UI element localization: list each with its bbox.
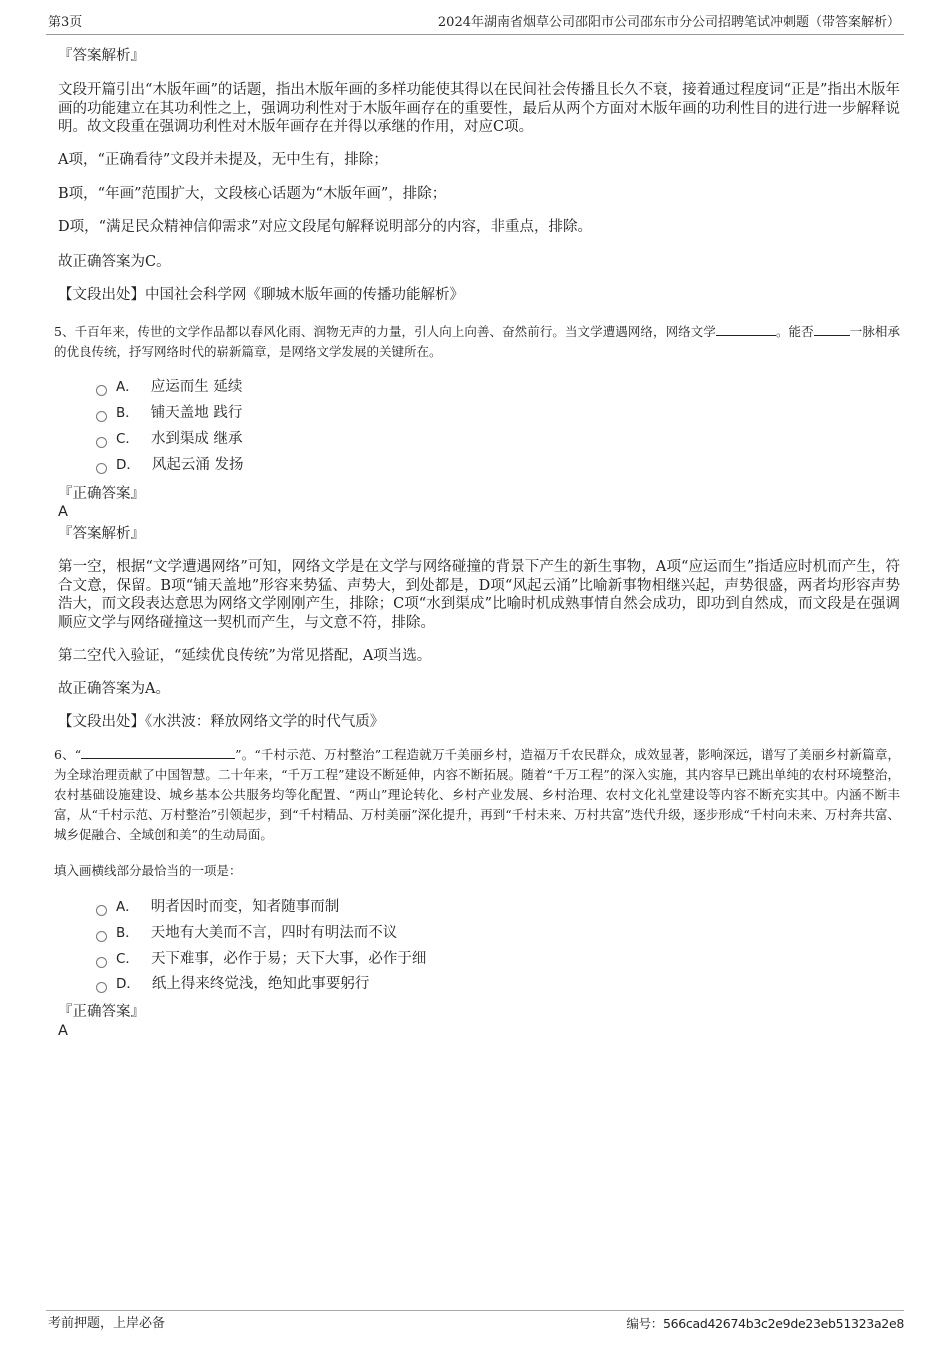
- option-text: 水到渠成 继承: [150, 431, 243, 447]
- q4-analysis-paragraph: 文段开篇引出“木版年画”的话题，指出木版年画的多样功能使其得以在民间社会传播且长久不衰，接着通过程度词“正是”指出木版年画的功能建立在其功利性之上，强调功利性对于木版年画存在的重要性，最后从两个方面对木版年画的功利性目的进行进一步解释说明。故文段重在强调功利性对木版年画存在并得以承继的作用，对应C项。: [58, 82, 900, 135]
- page-header: [46, 14, 904, 35]
- option-letter: B．: [116, 925, 139, 941]
- radio-button[interactable]: [96, 931, 107, 942]
- option-text: 铺天盖地 践行: [150, 405, 243, 421]
- question-6-option-a[interactable]: [96, 898, 339, 916]
- option-text: 天下难事，必作于易；天下大事，必作于细: [150, 951, 427, 967]
- q4-source: 【文段出处】中国社会科学网《聊城木版年画的传播功能解析》: [58, 287, 464, 303]
- question-6-text: ”。“千村示范、万村整治”工程造就万千美丽乡村，造福万千农民群众，成效显著，影响深远，谱写了美丽乡村新篇章，为全球治理贡献了中国智慧。二十年来，“千万工程”建设不断延伸，内容不断拓展。随着“千万工程”的深入实施，其内容早已跳出单纯的农村环境整治，农村基础设施建设、城乡基本公共服务均等化配置、“两山”理论转化、乡村产业发展、乡村治理、农村文化礼堂建设等内容不断充实其中。内涵不断丰富，从“千村示范、万村整治”引领起步，到“千村精品、万村美丽”深化提升，再到“千村未来、万村共富”迭代升级，逐步形成“千村向未来、万村奔共富、城乡促融合、全域创和美”的生动局面。: [54, 747, 900, 842]
- q4-analysis-title: 『答案解析』: [58, 48, 145, 64]
- document-title: 2024年湖南省烟草公司邵阳市公司邵东市分公司招聘笔试冲刺题（带答案解析）: [437, 15, 900, 30]
- question-5-correct-answer: A: [58, 504, 68, 520]
- radio-button[interactable]: [96, 982, 107, 993]
- radio-button[interactable]: [96, 437, 107, 448]
- q4-conclusion: 故正确答案为C。: [58, 254, 171, 270]
- question-6-prompt: 填入画横线部分最恰当的一项是：: [54, 863, 242, 878]
- question-5-stem: [54, 322, 900, 362]
- radio-button[interactable]: [96, 463, 107, 474]
- question-6-correct-answer: A: [58, 1023, 68, 1039]
- question-5-correct-title: 『正确答案』: [58, 486, 145, 502]
- question-5-blank-1: [716, 323, 776, 336]
- option-text: 应运而生 延续: [150, 379, 243, 395]
- question-6-blank: [81, 746, 235, 759]
- page-footer: [46, 1310, 904, 1333]
- question-6-option-b[interactable]: [96, 924, 397, 942]
- option-letter: A．: [116, 379, 139, 395]
- question-6-prefix: 6、“: [54, 747, 82, 762]
- radio-button[interactable]: [96, 385, 107, 396]
- radio-button[interactable]: [96, 957, 107, 968]
- question-5-option-c[interactable]: [96, 430, 243, 448]
- radio-button[interactable]: [96, 905, 107, 916]
- question-6-correct-title: 『正确答案』: [58, 1004, 145, 1020]
- question-5-text-part3: 一脉相承的优良传统，抒写网络时代的崭新篇章，是网络文学发展的关键所在。: [54, 324, 900, 359]
- question-5-source: 【文段出处】《水洪波：释放网络文学的时代气质》: [58, 714, 385, 730]
- question-5-blank-2: [814, 323, 850, 336]
- option-text: 纸上得来终觉浅，绝知此事要躬行: [151, 976, 370, 992]
- option-letter: C．: [116, 951, 139, 967]
- question-5-text-part1: 5、千百年来，传世的文学作品都以春风化雨、润物无声的力量，引人向上向善、奋然前行。当文学遭遇网络，网络文学: [54, 324, 716, 339]
- option-letter: A．: [116, 899, 139, 915]
- option-letter: C．: [116, 431, 139, 447]
- document-id: 编号：566cad42674b3c2e9de23eb51323a2e8: [626, 1316, 904, 1331]
- question-5-option-a[interactable]: [96, 378, 242, 396]
- option-text: 天地有大美而不言，四时有明法而不议: [150, 925, 398, 941]
- option-letter: D．: [116, 976, 140, 992]
- page-number: 第3页: [48, 15, 83, 30]
- option-text: 风起云涌 发扬: [151, 457, 244, 473]
- q4-analysis-option-d: D项，“满足民众精神信仰需求”对应文段尾句解释说明部分的内容，非重点，排除。: [58, 219, 592, 235]
- option-letter: B．: [116, 405, 139, 421]
- question-5-analysis-second-blank: 第二空代入验证，“延续优良传统”为常见搭配，A项当选。: [58, 648, 432, 664]
- question-5-text-part2: 。能否: [775, 324, 814, 339]
- question-6-stem: [54, 745, 900, 845]
- question-5-option-b[interactable]: [96, 404, 242, 422]
- question-6-option-d[interactable]: [96, 975, 369, 993]
- question-5-analysis-title: 『答案解析』: [58, 526, 145, 542]
- question-5-option-d[interactable]: [96, 456, 244, 474]
- option-letter: D．: [116, 457, 140, 473]
- footer-slogan: 考前押题，上岸必备: [48, 1316, 166, 1331]
- q4-analysis-option-a: A项，“正确看待”文段并未提及，无中生有，排除；: [58, 152, 388, 168]
- question-5-analysis-paragraph: 第一空，根据“文学遭遇网络”可知，网络文学是在文学与网络碰撞的背景下产生的新生事物，A项“应运而生”指适应时机而产生，符合文意，保留。B项“铺天盖地”形容来势猛、声势大，到处都是，D项“风起云涌”比喻新事物相继兴起，声势很盛，两者均形容声势浩大，而文段表达意思为网络文学刚刚产生，排除；C项“水到渠成”比喻时机成熟事情自然会成功，即功到自然成，而文段是在强调顺应文学与网络碰撞这一契机而产生，与文意不符，排除。: [58, 559, 900, 631]
- q4-analysis-option-b: B项，“年画”范围扩大，文段核心话题为“木版年画”，排除；: [58, 186, 447, 202]
- question-5-conclusion: 故正确答案为A。: [58, 681, 170, 697]
- radio-button[interactable]: [96, 411, 107, 422]
- option-text: 明者因时而变，知者随事而制: [150, 899, 340, 915]
- question-6-option-c[interactable]: [96, 950, 426, 968]
